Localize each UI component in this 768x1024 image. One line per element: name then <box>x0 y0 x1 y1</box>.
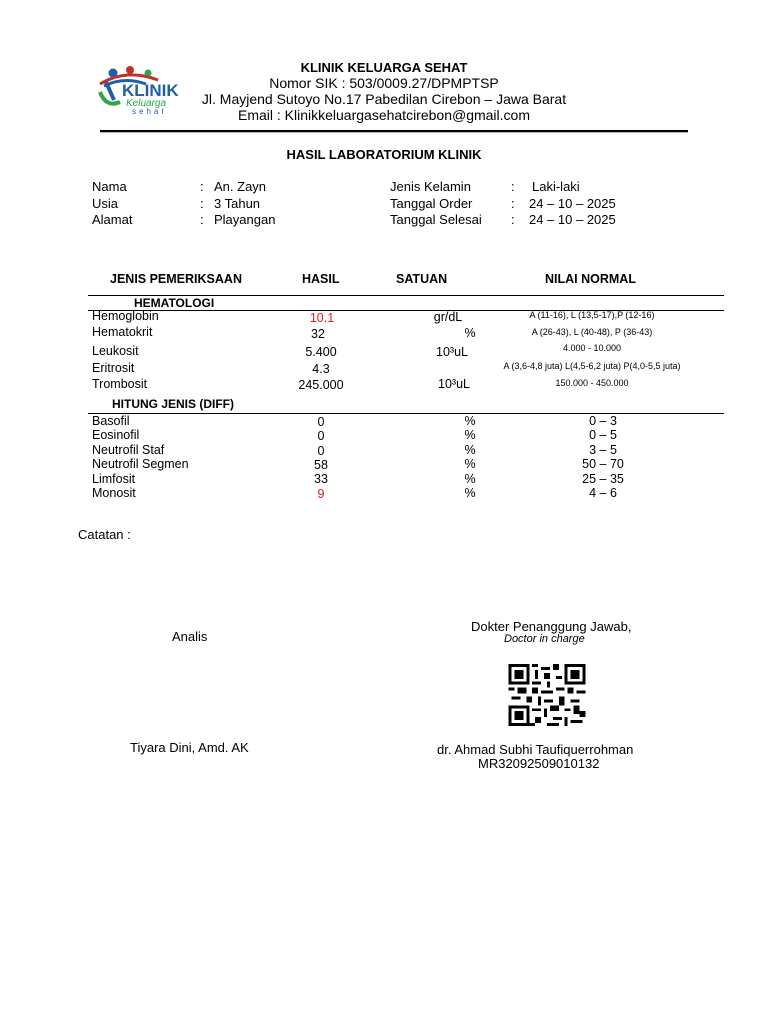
row-hasil: 0 <box>317 415 325 429</box>
row-name: Eosinofil <box>92 428 140 442</box>
row-normal: A (26-43), L (40-48), P (36-43) <box>531 327 653 337</box>
row-name: Hematokrit <box>92 325 153 339</box>
row-hasil: 0 <box>317 429 325 443</box>
document-title: HASIL LABORATORIUM KLINIK <box>286 147 482 162</box>
row-satuan: % <box>464 472 476 486</box>
row-satuan: % <box>464 486 476 500</box>
analyst-name: Tiyara Dini, Amd. AK <box>130 740 249 755</box>
row-hasil: 9 <box>317 487 325 501</box>
value-usia: 3 Tahun <box>214 196 261 211</box>
row-normal: 25 – 35 <box>582 472 624 486</box>
sep: : <box>200 196 204 211</box>
sep: : <box>200 179 204 194</box>
sep: : <box>200 212 204 227</box>
row-normal: 4 – 6 <box>589 486 617 500</box>
header-jenis-pemeriksaan: JENIS PEMERIKSAAN <box>110 272 242 286</box>
row-hasil: 245.000 <box>298 378 344 392</box>
row-normal: A (11-16), L (13,5-17),P (12-16) <box>529 310 655 320</box>
row-name: Eritrosit <box>92 361 135 375</box>
row-satuan: gr/dL <box>433 310 463 324</box>
value-tanggal-selesai: 24 – 10 – 2025 <box>529 212 616 227</box>
row-normal: 0 – 5 <box>589 428 617 442</box>
label-tanggal-order: Tanggal Order <box>390 196 473 211</box>
doctor-id: MR32092509010132 <box>478 756 600 771</box>
clinic-email: Email : Klinikkeluargasehatcirebon@gmail.com <box>237 107 530 123</box>
value-alamat: Playangan <box>214 212 276 227</box>
row-hasil: 58 <box>314 458 328 472</box>
logo-text-keluarga: Keluarga <box>126 98 167 109</box>
sep: : <box>511 212 515 227</box>
row-satuan: 10³uL <box>438 377 470 391</box>
sep: : <box>511 196 515 211</box>
row-name: Neutrofil Staf <box>92 443 165 457</box>
row-name: Neutrofil Segmen <box>92 457 189 471</box>
qr-code <box>508 664 586 726</box>
row-satuan: 10³uL <box>436 345 468 359</box>
logo-text-klinik: KLINIK <box>122 81 179 100</box>
clinic-address: Jl. Mayjend Sutoyo No.17 Pabedilan Cirebon – Jawa Barat <box>201 91 567 107</box>
doctor-role: Dokter Penanggung Jawab, <box>471 619 632 634</box>
row-hasil: 4.3 <box>312 362 330 376</box>
row-hasil: 10.1 <box>309 311 335 325</box>
row-name: Limfosit <box>92 472 136 486</box>
header-satuan: SATUAN <box>396 272 448 286</box>
header-nilai-normal: NILAI NORMAL <box>545 272 636 286</box>
label-jenis-kelamin: Jenis Kelamin <box>390 179 471 194</box>
row-normal: 50 – 70 <box>582 457 624 471</box>
clinic-name: KLINIK KELUARGA SEHAT <box>300 60 468 75</box>
sep: : <box>511 179 515 194</box>
header-divider <box>100 130 688 132</box>
row-name: Trombosit <box>92 377 148 391</box>
row-satuan: % <box>464 443 476 457</box>
row-normal: A (3,6-4,8 juta) L(4,5-6,2 juta) P(4,0-5,5 juta) <box>503 361 681 371</box>
notes-label: Catatan : <box>78 527 131 542</box>
row-hasil: 32 <box>311 327 325 341</box>
row-satuan: % <box>464 414 476 428</box>
label-tanggal-selesai: Tanggal Selesai <box>390 212 482 227</box>
row-name: Basofil <box>92 414 130 428</box>
row-name: Leukosit <box>92 344 139 358</box>
doctor-name: dr. Ahmad Subhi Taufiquerrohman <box>437 742 634 757</box>
value-jenis-kelamin: Laki-laki <box>532 179 580 194</box>
label-nama: Nama <box>92 179 127 194</box>
row-normal: 0 – 3 <box>589 414 617 428</box>
doctor-role-en: Doctor in charge <box>504 633 585 645</box>
row-satuan: % <box>464 326 476 340</box>
label-usia: Usia <box>92 196 119 211</box>
row-hasil: 5.400 <box>305 345 337 359</box>
label-alamat: Alamat <box>92 212 133 227</box>
row-hasil: 0 <box>317 444 325 458</box>
section-hematologi: HEMATOLOGI <box>134 296 215 310</box>
value-tanggal-order: 24 – 10 – 2025 <box>529 196 616 211</box>
analyst-role: Analis <box>172 629 208 644</box>
row-satuan: % <box>464 428 476 442</box>
section-hitung-jenis: HITUNG JENIS (DIFF) <box>112 397 234 411</box>
value-nama: An. Zayn <box>214 179 267 194</box>
row-normal: 4.000 - 10.000 <box>562 343 622 353</box>
row-satuan: % <box>464 457 476 471</box>
row-hasil: 33 <box>314 472 328 486</box>
row-normal: 150.000 - 450.000 <box>555 378 629 388</box>
logo-text-sehat: sehat <box>132 107 167 116</box>
row-name: Hemoglobin <box>92 309 159 323</box>
header-hasil: HASIL <box>302 272 340 286</box>
clinic-sik: Nomor SIK : 503/0009.27/DPMPTSP <box>269 75 499 91</box>
row-normal: 3 – 5 <box>589 443 617 457</box>
row-name: Monosit <box>92 486 136 500</box>
